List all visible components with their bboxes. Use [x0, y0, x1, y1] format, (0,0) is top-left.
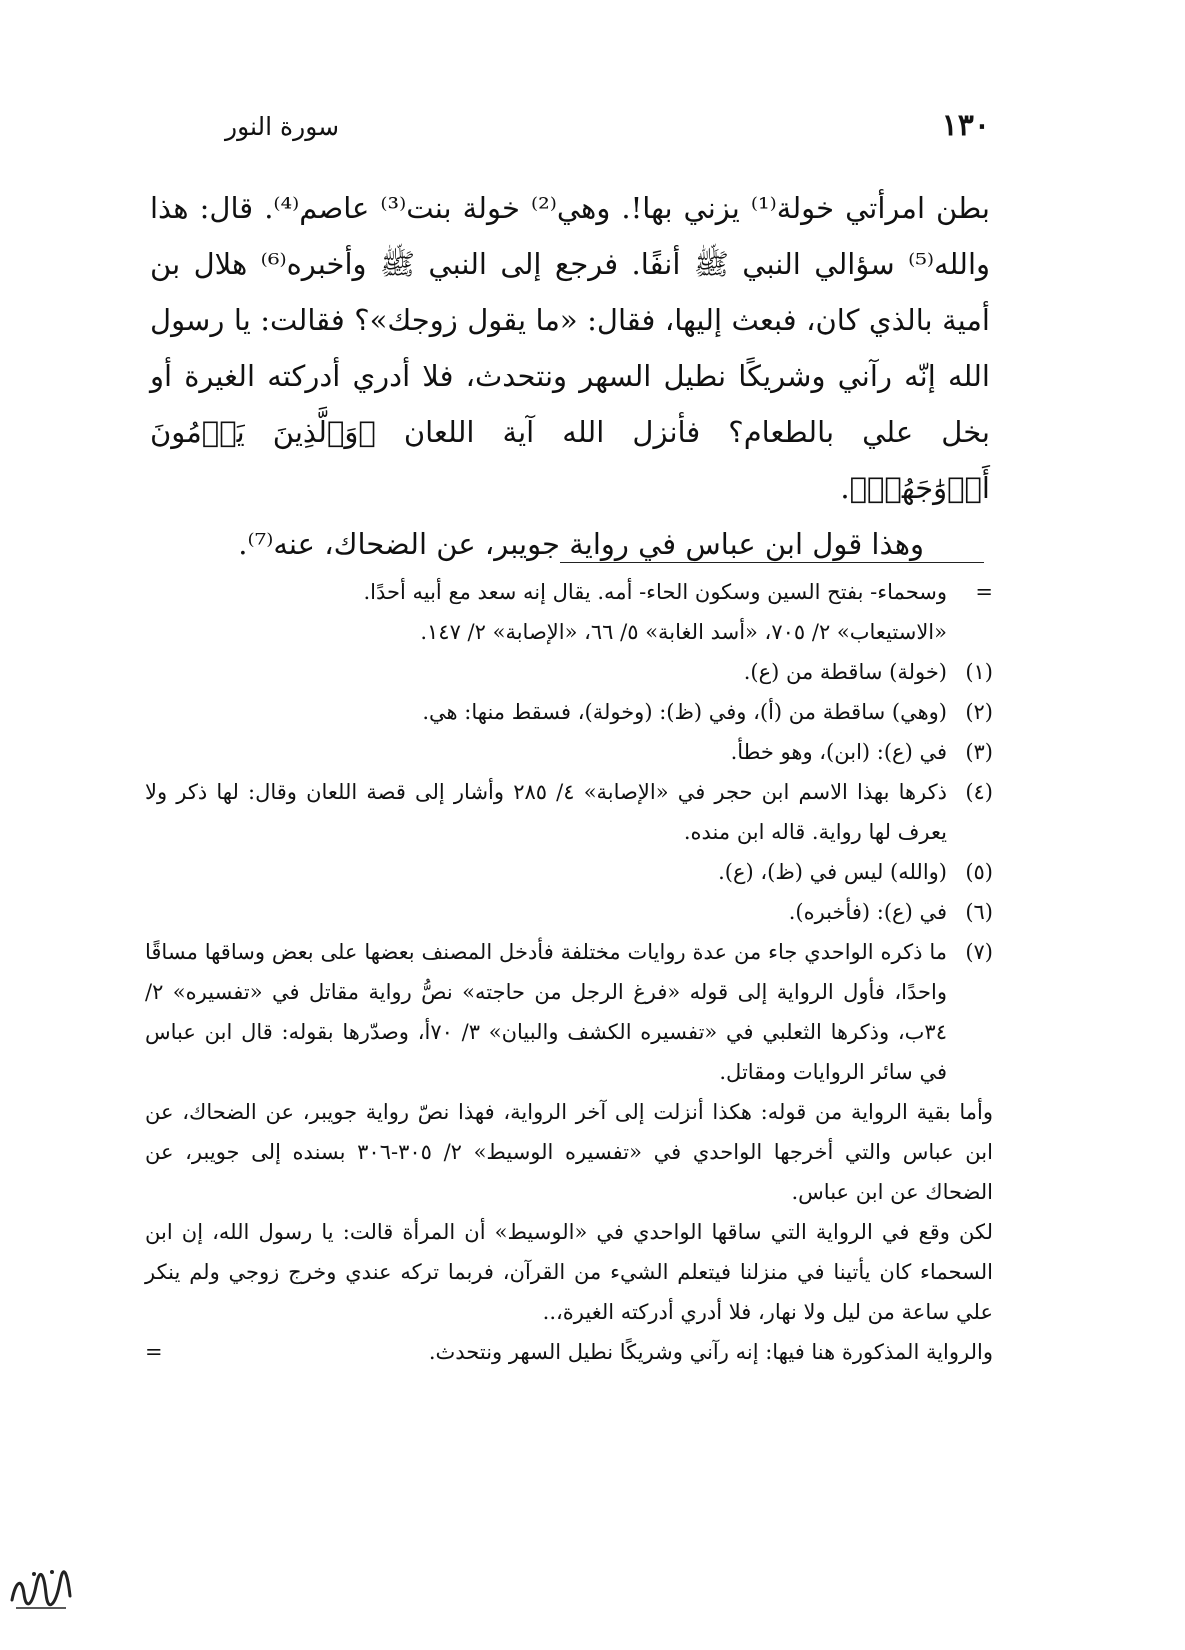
page-number: ١٣٠: [941, 108, 990, 143]
footnote-number: (٤): [965, 780, 993, 804]
footnote-number: (٢): [965, 700, 993, 724]
continuation-mark: =: [975, 580, 993, 604]
footnote-paragraph: وأما بقية الرواية من قوله: هكذا أنزلت إلى آخر الرواية، فهذا نصّ رواية جويبر، عن الضحاك، عن ابن عباس والتي أخرجها الواحدي في «تفسيره الوسيط» ٢/ ٣٠٥-٣٠٦ بسنده إلى جويبر، عن الضحاك عن ابن عباس.: [145, 1100, 993, 1204]
continuation-line: «الاستيعاب» ٢/ ٧٠٥، «أسد الغابة» ٥/ ٦٦، «الإصابة» ٢/ ١٤٧.: [420, 620, 947, 644]
main-text: [150, 180, 990, 572]
footnote-text: ما ذكره الواحدي جاء من عدة روايات مختلفة فأدخل المصنف بعضها على بعض وساقها مساقًا واحدًا، فأول الرواية إلى قوله «فرغ الرجل من حاجته» نصُّ رواية مقاتل في «تفسيره» ٢/ ٣٤ب، وذكرها الثعلبي في «تفسيره الكشف والبيان» ٣/ ٧٠أ، وصدّرها بقوله: قال ابن عباس في سائر الروايات ومقاتل.: [145, 940, 947, 1084]
footnote-paragraph: والرواية المذكورة هنا فيها: إنه رآني وشريكًا نطيل السهر ونتحدث.: [428, 1340, 993, 1364]
footnote-text: (والله) ليس في (ظ)، (ع).: [718, 860, 947, 884]
continuation-line: وسحماء- بفتح السين وسكون الحاء- أمه. يقال إنه سعد مع أبيه أحدًا.: [363, 580, 947, 604]
footnote-number: (٣): [965, 740, 993, 764]
main-paragraph: بطن امرأتي خولة⁽¹⁾ يزني بها!. وهي⁽²⁾ خولة بنت⁽³⁾ عاصم⁽⁴⁾. قال: هذا والله⁽⁵⁾ سؤالي النبي ﷺ أنفًا. فرجع إلى النبي ﷺ وأخبره⁽⁶⁾ هلال بن أمية بالذي كان، فبعث إليها، فقال: «ما يقول زوجك»؟ فقالت: يا رسول الله إنّه رآني وشريكًا نطيل السهر ونتحدث، فلا أدري أدركته الغيرة أو بخل علي بالطعام؟ فأنزل الله آية اللعان ﴿وَٱلَّذِينَ يَرۡمُونَ أَزۡوَٰجَهُمۡ﴾.: [150, 191, 991, 505]
footnote-item: [145, 892, 993, 932]
footnote-text: ذكرها بهذا الاسم ابن حجر في «الإصابة» ٤/ ٢٨٥ وأشار إلى قصة اللعان وقال: لها ذكر ولا يعرف لها رواية. قاله ابن منده.: [145, 780, 947, 844]
footnote-text: (وهي) ساقطة من (أ)، وفي (ظ): (وخولة)، فسقط منها: هي.: [422, 700, 947, 724]
footnotes: [145, 572, 993, 1372]
footnote-text: في (ع): (ابن)، وهو خطأ.: [730, 740, 947, 764]
footnote-text: في (ع): (فأخبره).: [788, 900, 947, 924]
library-stamp-logo: [6, 1560, 76, 1620]
continuation-mark: =: [145, 1340, 163, 1364]
footnote-item: [145, 652, 993, 692]
footnote-number: (١): [965, 660, 993, 684]
footnote-last-line: [145, 1332, 993, 1372]
footnote-item: [145, 932, 993, 1092]
footnote-item: [145, 772, 993, 852]
footnote-text: (خولة) ساقطة من (ع).: [743, 660, 947, 684]
footnote-number: (٦): [965, 900, 993, 924]
running-title: سورة النور: [225, 112, 340, 141]
footnote-separator: [560, 562, 984, 563]
footnote-item: [145, 692, 993, 732]
footnote-paragraph: لكن وقع في الرواية التي ساقها الواحدي في «الوسيط» أن المرأة قالت: يا رسول الله، إن ابن السحماء كان يأتينا في منزلنا فيتعلم الشيء من القرآن، فربما تركه عندي وخرج زوجي ولم ينكر علي ساعة من ليل ولا نهار، فلا أدري أدركته الغيرة،..: [145, 1220, 993, 1324]
footnote-number: (٥): [965, 860, 993, 884]
main-paragraph: وهذا قول ابن عباس في رواية جويبر، عن الضحاك، عنه⁽⁷⁾.: [238, 527, 924, 561]
footnote-continuation: [145, 572, 993, 652]
footnote-item: [145, 852, 993, 892]
footnote-item: [145, 732, 993, 772]
page-header: [150, 108, 990, 158]
continuation-text: [145, 572, 947, 652]
footnote-number: (٧): [965, 940, 993, 964]
